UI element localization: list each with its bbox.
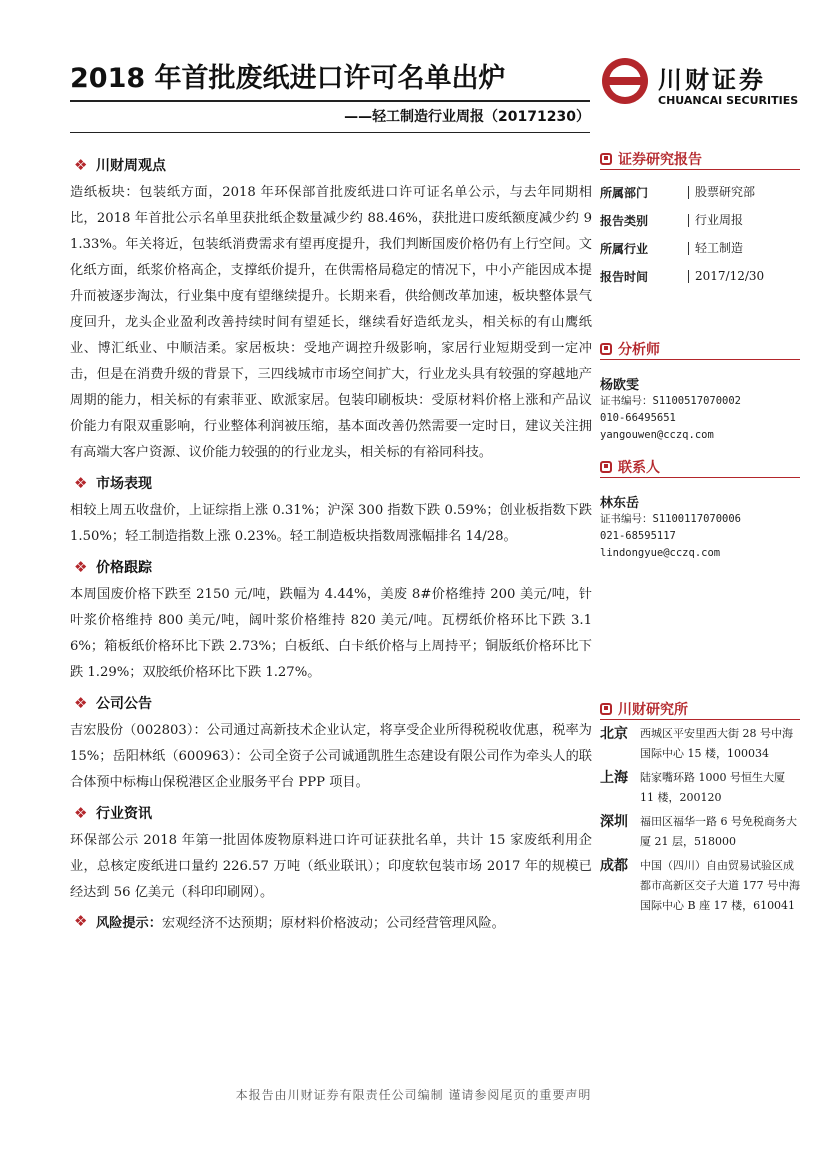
title-rule [70, 100, 590, 102]
section-industry-heading: ❖ 行业资讯 [70, 802, 592, 824]
contact-email[interactable]: lindongyue@cczq.com [600, 547, 721, 559]
section-market-body: 相较上周五收盘价，上证综指上涨 0.31%；沪深 300 指数下跌 0.59%；创业板指数下跌 1.50%；轻工制造指数上涨 0.23%。轻工制造板块指数周涨幅排名 14/28。 [70, 503, 592, 544]
section-market-heading: ❖ 市场表现 [70, 472, 592, 494]
diamond-bullet-icon: ❖ [74, 912, 88, 930]
sidebar-institute-heading: 川财研究所 [600, 698, 800, 720]
info-row-department: 所属部门 股票研究部 [600, 184, 756, 200]
city-shanghai: 上海 陆家嘴环路 1000 号恒生大厦 11 楼，200120 [600, 770, 785, 804]
city-chengdu: 成都 中国（四川）自由贸易试验区成都市高新区交子大道 177 号中海国际中心 B 座 17 楼，610041 [600, 858, 800, 912]
info-row-date: 报告时间 2017/12/30 [600, 268, 765, 284]
chuancai-logo-icon [600, 56, 650, 106]
analyst-name: 杨欧雯 [600, 378, 640, 393]
contact-name: 林东岳 [600, 496, 640, 511]
company-logo [600, 56, 800, 112]
analyst-email[interactable]: yangouwen@cczq.com [600, 429, 714, 441]
report-title: 2018 年首批废纸进口许可名单出炉 [70, 63, 506, 94]
sidebar [600, 148, 800, 916]
diamond-bullet-icon: ❖ [74, 474, 88, 492]
city-beijing: 北京 西城区平安里西大街 28 号中海国际中心 15 楼，100034 [600, 726, 793, 760]
main-content [70, 148, 592, 934]
section-industry-body: 环保部公示 2018 年第一批固体废物原料进口许可证获批名单，共计 15 家废纸利用企业，总核定废纸进口量约 226.57 万吨（纸业联讯）；印度软包装市场 2017 年的规模已经达到 56 亿美元（科印印刷网）。 [70, 833, 592, 900]
report-box-icon [600, 461, 612, 473]
risk-label: 风险提示： [96, 915, 162, 931]
contact-phone: 021-68595117 [600, 530, 676, 542]
section-view-heading: ❖ 川财周观点 [70, 154, 592, 176]
info-row-category: 报告类别 行业周报 [600, 212, 744, 228]
diamond-bullet-icon: ❖ [74, 804, 88, 822]
info-row-industry: 所属行业 轻工制造 [600, 240, 744, 256]
report-box-icon [600, 343, 612, 355]
report-box-icon [600, 153, 612, 165]
report-box-icon [600, 703, 612, 715]
page-footer: 本报告由川财证券有限责任公司编制 谨请参阅尾页的重要声明 [235, 1088, 592, 1102]
sidebar-contact-heading: 联系人 [600, 456, 800, 478]
section-company-body: 吉宏股份（002803）：公司通过高新技术企业认定，将享受企业所得税税收优惠，税率为 15%；岳阳林纸（600963）：公司全资子公司诚通凯胜生态建设有限公司作为牵头人的联合体预中标梅山保税港区企业服务平台 PPP 项目。 [70, 723, 592, 790]
logo-text-cn: 川财证券 [658, 66, 766, 94]
header-rule [70, 132, 590, 133]
contact-cert: 证书编号：S1100117070006 [600, 513, 742, 525]
report-subtitle: ——轻工制造行业周报（20171230） [344, 109, 590, 125]
logo-text-en: CHUANCAI SECURITIES [658, 94, 799, 107]
risk-warning [70, 908, 592, 934]
section-view-body: 造纸板块：包装纸方面，2018 年环保部首批废纸进口许可证名单公示，与去年同期相比，2018 年首批公示名单里获批纸企数量减少约 88.46%，获批进口废纸额度减少约 91.33%。年关将近，包装纸消费需求有望再度提升，我们判断国废价格仍有上行空间。文化纸方面，纸浆价格高企，支撑纸价提升，在供需格局稳定的情况下，中小产能因成本提升而被逐步淘汰，行业集中度有望继续提升。长期来看，供给侧改革加速，板块整体景气度回升，龙头企业盈利改善持续时间有望延长，继续看好造纸龙头，相关标的有山鹰纸业、博汇纸业、中顺洁柔。家居板块：受地产调控升级影响，家居行业短期受到一定冲击，但是在消费升级的背景下，三四线城市市场空间扩大，行业龙头具有较强的穿越地产周期的能力，相关标的有索菲亚、欧派家居。包装印刷板块：受原材料价格上涨和产品议价能力有限双重影响，行业整体利润被压缩，基本面改善仍然需要一定时日，建议关注拥有高端大客户资源、议价能力较强的的行业龙头，相关标的有裕同科技。 [70, 185, 592, 460]
analyst-phone: 010-66495651 [600, 412, 676, 424]
analyst-cert: 证书编号：S1100517070002 [600, 395, 742, 407]
sidebar-report-heading: 证券研究报告 [600, 148, 800, 170]
section-price-heading: ❖ 价格跟踪 [70, 556, 592, 578]
diamond-bullet-icon: ❖ [74, 558, 88, 576]
section-price-body: 本周国废价格下跌至 2150 元/吨，跌幅为 4.44%，美废 8#价格维持 200 美元/吨，针叶浆价格维持 800 美元/吨，阔叶浆价格维持 820 美元/吨。瓦楞纸价格环比下跌 3.16%；箱板纸价格环比下跌 2.73%；白板纸、白卡纸价格与上周持平；铜版纸价格环比下跌 1.29%；双胶纸价格环比下跌 1.27%。 [70, 587, 592, 680]
city-shenzhen: 深圳 福田区福华一路 6 号免税商务大厦 21 层，518000 [600, 814, 797, 848]
diamond-bullet-icon: ❖ [74, 694, 88, 712]
section-company-heading: ❖ 公司公告 [70, 692, 592, 714]
diamond-bullet-icon: ❖ [74, 156, 88, 174]
risk-body: 宏观经济不达预期；原材料价格波动；公司经营管理风险。 [161, 915, 505, 931]
sidebar-analyst-heading: 分析师 [600, 338, 800, 360]
